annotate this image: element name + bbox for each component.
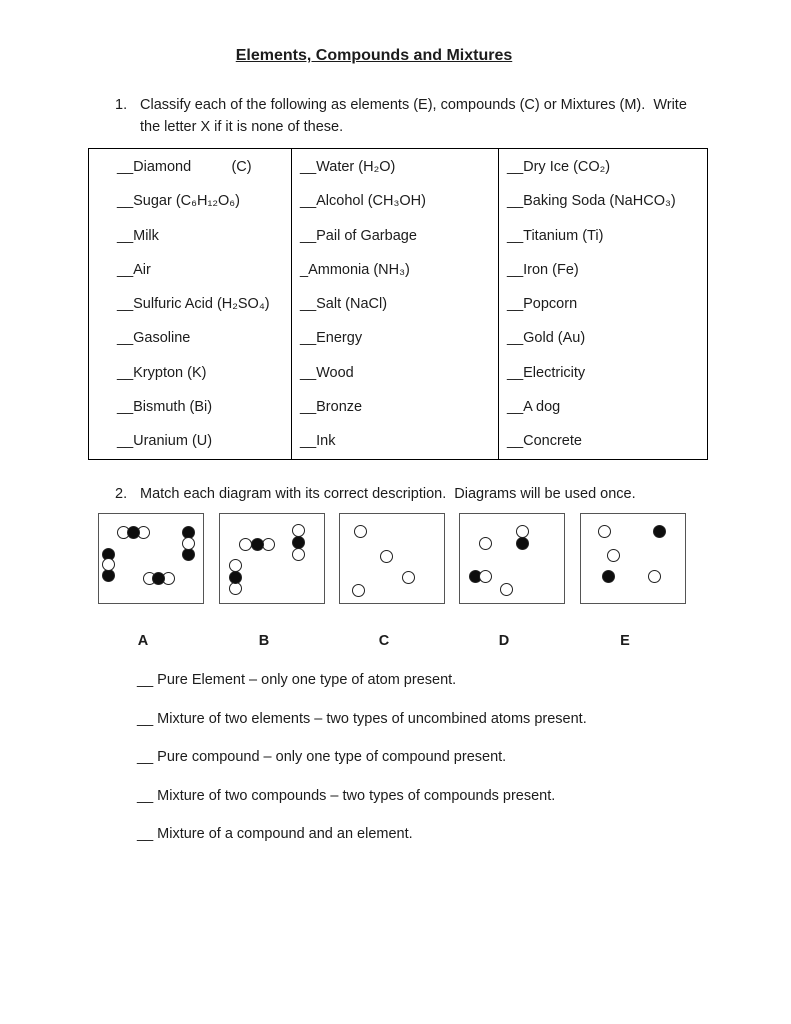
question-2 <box>115 483 636 505</box>
classification-item: __Gasoline <box>117 330 191 347</box>
atom-filled-icon <box>653 525 666 538</box>
atom-filled-icon <box>516 537 529 550</box>
atom-filled-icon <box>127 526 140 539</box>
question-1-prompt <box>140 94 687 138</box>
atom-filled-icon <box>229 571 242 584</box>
description-line: __ Mixture of a compound and an element. <box>137 826 413 842</box>
diagram-label-b: B <box>258 633 270 649</box>
classification-item: __Salt (NaCl) <box>300 296 388 313</box>
page-title: Elements, Compounds and Mixtures <box>235 47 513 64</box>
question-1-prompt-line: Classify each of the following as elements (E), compounds (C) or Mixtures (M). Write <box>140 97 687 113</box>
classification-item: __Bismuth (Bi) <box>117 399 213 416</box>
description-line: __ Pure Element – only one type of atom present. <box>137 672 457 688</box>
diagram-label-e: E <box>620 633 630 649</box>
description-line: __ Mixture of two elements – two types of uncombined atoms present. <box>137 710 587 727</box>
diagram-box-c <box>339 513 445 604</box>
atom-open-icon <box>500 583 513 596</box>
classification-item: __Energy <box>300 330 363 347</box>
diagram-box-b <box>219 513 325 604</box>
table-column <box>498 149 707 459</box>
atom-open-icon <box>516 525 529 538</box>
atom-open-icon <box>402 571 415 584</box>
classification-item: __Ink <box>300 433 336 450</box>
table-column <box>291 149 498 459</box>
classification-item: __Alcohol (CH₃OH) <box>300 193 426 210</box>
table-column <box>89 149 291 459</box>
classification-item: __Titanium (Ti) <box>507 227 604 244</box>
atom-open-icon <box>479 570 492 583</box>
atom-open-icon <box>479 537 492 550</box>
atom-filled-icon <box>251 538 264 551</box>
classification-table <box>88 148 708 460</box>
classification-item: __Milk <box>117 227 159 244</box>
diagram-label-d: D <box>498 633 510 649</box>
atom-filled-icon <box>292 536 305 549</box>
question-1-prompt-line: the letter X if it is none of these. <box>140 119 344 135</box>
classification-item: __Air <box>117 261 151 278</box>
atom-open-icon <box>352 584 365 597</box>
classification-item: __Uranium (U) <box>117 433 213 450</box>
diagram-box-e <box>580 513 686 604</box>
atom-open-icon <box>292 524 305 537</box>
diagram-box-d <box>459 513 565 604</box>
description-line: __ Pure compound – only one type of compound present. <box>137 749 507 765</box>
atom-open-icon <box>648 570 661 583</box>
atom-open-icon <box>607 549 620 562</box>
classification-item: __Concrete <box>507 433 582 450</box>
description-list <box>137 669 587 862</box>
atom-open-icon <box>292 548 305 561</box>
atom-filled-icon <box>602 570 615 583</box>
atom-open-icon <box>354 525 367 538</box>
classification-item: __Popcorn <box>507 296 578 313</box>
question-2-number: 2. <box>115 486 128 502</box>
question-2-prompt-line: Match each diagram with its correct description. Diagrams will be used once. <box>140 486 636 502</box>
classification-item: __Diamond (C) <box>117 159 252 175</box>
question-2-prompt <box>140 483 636 505</box>
classification-item: __Iron (Fe) <box>507 261 579 278</box>
classification-item: __Sugar (C₆H₁₂O₆) <box>117 193 240 210</box>
classification-item: __Sulfuric Acid (H₂SO₄) <box>117 296 270 313</box>
atom-open-icon <box>182 537 195 550</box>
classification-item: __Gold (Au) <box>507 330 586 347</box>
atom-open-icon <box>598 525 611 538</box>
question-1 <box>115 94 687 138</box>
classification-item: __Bronze <box>300 399 363 416</box>
classification-item: __Electricity <box>507 364 586 381</box>
classification-item: __A dog <box>507 399 561 416</box>
atom-filled-icon <box>102 569 115 582</box>
classification-item: __Water (H₂O) <box>300 159 396 175</box>
question-1-number: 1. <box>115 97 128 113</box>
diagram-label-a: A <box>137 633 149 649</box>
atom-open-icon <box>229 582 242 595</box>
diagram-box-a <box>98 513 204 604</box>
atom-open-icon <box>102 558 115 571</box>
atom-open-icon <box>380 550 393 563</box>
classification-item: __Baking Soda (NaHCO₃) <box>507 193 676 210</box>
classification-item: __Pail of Garbage <box>300 227 417 244</box>
description-line: __ Mixture of two compounds – two types of compounds present. <box>137 787 556 804</box>
classification-item: __Krypton (K) <box>117 364 207 381</box>
atom-open-icon <box>262 538 275 551</box>
classification-item: __Wood <box>300 364 354 381</box>
classification-item: __Dry Ice (CO₂) <box>507 159 611 175</box>
classification-item: _Ammonia (NH₃) <box>300 261 410 278</box>
diagram-label-c: C <box>378 633 390 649</box>
